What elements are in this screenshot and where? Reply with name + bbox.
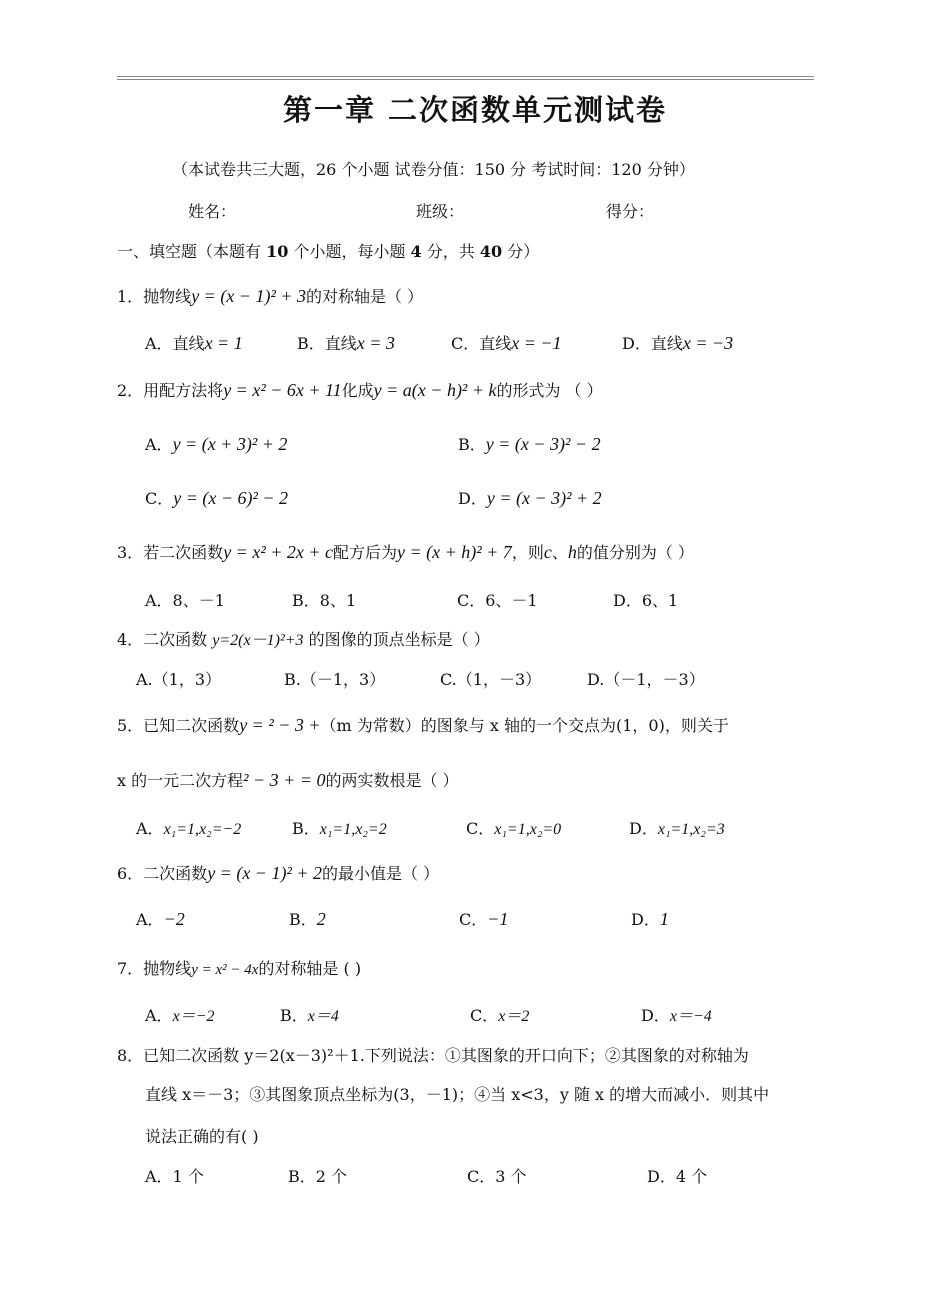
question-formula: y = (x − 1)² + 3 [191, 286, 306, 306]
question-7 [117, 956, 361, 979]
section-heading-suffix: 分） [502, 242, 540, 261]
option-label: D． [458, 489, 487, 508]
q8-option-c[interactable]: C．3 个 [467, 1167, 527, 1186]
option-formula: x＝4 [307, 1008, 339, 1025]
name-field-label: 姓名： [188, 202, 237, 221]
question-formula: ² − 3 + = 0 [243, 770, 326, 790]
question-stem-mid: 化成 [341, 381, 374, 400]
q5-option-a[interactable] [136, 816, 241, 839]
question-stem-mid3: 、 [551, 543, 568, 562]
question-8-line-3: 说法正确的有( ) [145, 1127, 259, 1146]
question-formula: y = (x − 1)² + 2 [207, 863, 322, 883]
option-label: D． [641, 1006, 670, 1025]
q7-option-a[interactable] [145, 1003, 214, 1026]
q2-option-b[interactable] [458, 432, 601, 455]
q7-option-c[interactable] [470, 1003, 529, 1026]
question-formula-2: y = a(x − h)² + k [373, 380, 497, 400]
option-formula: x₁=1,x₂=0 [494, 821, 562, 838]
question-stem-suffix: 的值分别为（ ） [576, 543, 694, 562]
section-heading-mid2: 分，共 [421, 242, 480, 261]
option-label: A． [136, 910, 164, 929]
q4-option-b[interactable]: B.（－1，3） [284, 670, 386, 689]
option-formula: x = −3 [682, 333, 734, 353]
q3-option-a[interactable]: A．8、－1 [145, 591, 225, 610]
question-2 [117, 378, 603, 401]
option-formula: x = −1 [511, 333, 562, 353]
option-label: C．直线 [451, 334, 512, 353]
option-label: C． [145, 489, 174, 508]
q3-option-b[interactable]: B．8、1 [292, 591, 357, 610]
question-formula: y = x² − 4x [191, 962, 259, 978]
question-stem-suffix: 的两实数根是（ ） [325, 771, 459, 790]
question-stem-mid: 配方后为 [332, 543, 397, 562]
question-formula: y=2(x－1)²+3 [212, 632, 304, 649]
variable-h: h [567, 542, 577, 562]
q6-option-a[interactable] [136, 907, 185, 930]
question-stem-suffix: 的对称轴是 ( ) [258, 959, 362, 978]
option-formula: x₁=1,x₂=3 [657, 821, 725, 838]
q4-option-d[interactable]: D.（－1，－3） [587, 670, 705, 689]
option-label: B． [292, 819, 320, 838]
q4-option-c[interactable]: C.（1，－3） [440, 670, 542, 689]
option-label: B． [289, 910, 317, 929]
q6-option-d[interactable] [631, 907, 669, 930]
option-formula: x = 3 [356, 333, 395, 353]
option-formula: 1 [659, 909, 669, 929]
q6-option-c[interactable] [459, 907, 508, 930]
option-formula: x＝−2 [172, 1008, 215, 1025]
option-label: A． [136, 819, 164, 838]
exam-info: （本试卷共三大题，26 个小题 试卷分值：150 分 考试时间：120 分钟） [172, 160, 695, 179]
question-stem: x 的一元二次方程 [117, 771, 244, 790]
option-formula: −2 [163, 909, 185, 929]
question-formula: y = x² − 6x + 11 [223, 380, 342, 400]
option-formula: y = (x − 3)² − 2 [485, 434, 601, 454]
option-label: B． [458, 435, 486, 454]
q8-option-d[interactable]: D．4 个 [647, 1167, 708, 1186]
option-formula: y = (x − 3)² + 2 [486, 488, 602, 508]
page-title: 第一章 二次函数单元测试卷 [282, 93, 668, 127]
question-stem-suffix: 的形式为 （ ） [496, 381, 603, 400]
option-label: A． [145, 1006, 173, 1025]
question-stem: 2．用配方法将 [117, 381, 224, 400]
class-field-label: 班级： [416, 202, 465, 221]
option-label: D． [631, 910, 660, 929]
section-question-count: 10 [266, 242, 289, 261]
q7-option-d[interactable] [641, 1003, 712, 1026]
option-label: D． [629, 819, 658, 838]
option-label: A．直线 [145, 334, 205, 353]
option-label: C． [466, 819, 495, 838]
option-formula: x₁=1,x₂=−2 [163, 821, 242, 838]
question-stem-suffix: 的对称轴是（ ） [306, 287, 424, 306]
q1-option-a[interactable] [145, 331, 243, 354]
question-6 [117, 861, 439, 884]
question-formula: y = x² + 2x + c [223, 542, 333, 562]
option-formula: x＝2 [498, 1008, 530, 1025]
question-formula: y = ² − 3 + [239, 715, 321, 735]
question-5-line-1 [117, 713, 729, 736]
option-formula: 2 [316, 909, 326, 929]
top-rule [117, 76, 814, 77]
option-label: D．直线 [622, 334, 683, 353]
q4-option-a[interactable]: A.（1，3） [136, 670, 222, 689]
q8-option-b[interactable]: B．2 个 [288, 1167, 348, 1186]
option-label: C． [459, 910, 488, 929]
option-label: A． [145, 435, 173, 454]
option-formula: y = (x − 6)² − 2 [173, 488, 289, 508]
q1-option-b[interactable] [297, 331, 395, 354]
section-heading-mid: 个小题，每小题 [288, 242, 411, 261]
q6-option-b[interactable] [289, 907, 326, 930]
question-stem: 6．二次函数 [117, 864, 208, 883]
question-8-line-1: 8．已知二次函数 y＝2(x－3)²＋1.下列说法：①其图象的开口向下；②其图象的对称轴为 [117, 1046, 749, 1065]
option-formula: x = 1 [204, 333, 243, 353]
option-formula: x＝−4 [669, 1008, 712, 1025]
question-3 [117, 540, 694, 563]
q5-option-b[interactable] [292, 816, 387, 839]
q7-option-b[interactable] [280, 1003, 339, 1026]
top-rule-2 [117, 79, 814, 80]
q5-option-c[interactable] [466, 816, 561, 839]
question-8-line-2: 直线 x＝－3；③其图象顶点坐标为(3，－1)；④当 x<3，y 随 x 的增大而减小．则其中 [145, 1085, 770, 1104]
q1-option-c[interactable] [451, 331, 562, 354]
question-stem-suffix: 的最小值是（ ） [322, 864, 440, 883]
question-stem-suffix: （m 为常数）的图象与 x 轴的一个交点为(1，0)，则关于 [320, 716, 729, 735]
q8-option-a[interactable]: A．1 个 [145, 1167, 204, 1186]
question-stem: 5．已知二次函数 [117, 716, 240, 735]
question-stem-suffix: 的图像的顶点坐标是（ ） [303, 630, 490, 649]
question-formula-2: y = (x + h)² + 7 [397, 542, 512, 562]
section-heading [117, 239, 539, 262]
option-formula: −1 [487, 909, 509, 929]
section-total-points: 40 [479, 242, 503, 261]
q1-option-d[interactable] [622, 331, 733, 354]
question-stem: 4．二次函数 [117, 630, 213, 649]
question-stem-mid2: ，则 [511, 543, 544, 562]
q3-option-c[interactable]: C．6、－1 [457, 591, 538, 610]
option-label: B． [280, 1006, 308, 1025]
question-1 [117, 284, 423, 307]
option-label: B．直线 [297, 334, 357, 353]
q5-option-d[interactable] [629, 816, 725, 839]
q2-option-c[interactable] [145, 486, 288, 509]
section-heading-prefix: 一、填空题（本题有 [117, 242, 267, 261]
question-4 [117, 627, 490, 650]
option-formula: y = (x + 3)² + 2 [172, 434, 288, 454]
variable-c: c [543, 542, 552, 562]
score-field-label: 得分： [606, 202, 655, 221]
q2-option-d[interactable] [458, 486, 602, 509]
option-label: C． [470, 1006, 499, 1025]
question-stem: 3．若二次函数 [117, 543, 224, 562]
q2-option-a[interactable] [145, 432, 287, 455]
question-stem: 7．抛物线 [117, 959, 192, 978]
option-formula: x₁=1,x₂=2 [319, 821, 387, 838]
q3-option-d[interactable]: D．6、1 [613, 591, 679, 610]
question-5-line-2 [117, 768, 459, 791]
section-points-each: 4 [410, 242, 422, 261]
question-stem: 1．抛物线 [117, 287, 192, 306]
